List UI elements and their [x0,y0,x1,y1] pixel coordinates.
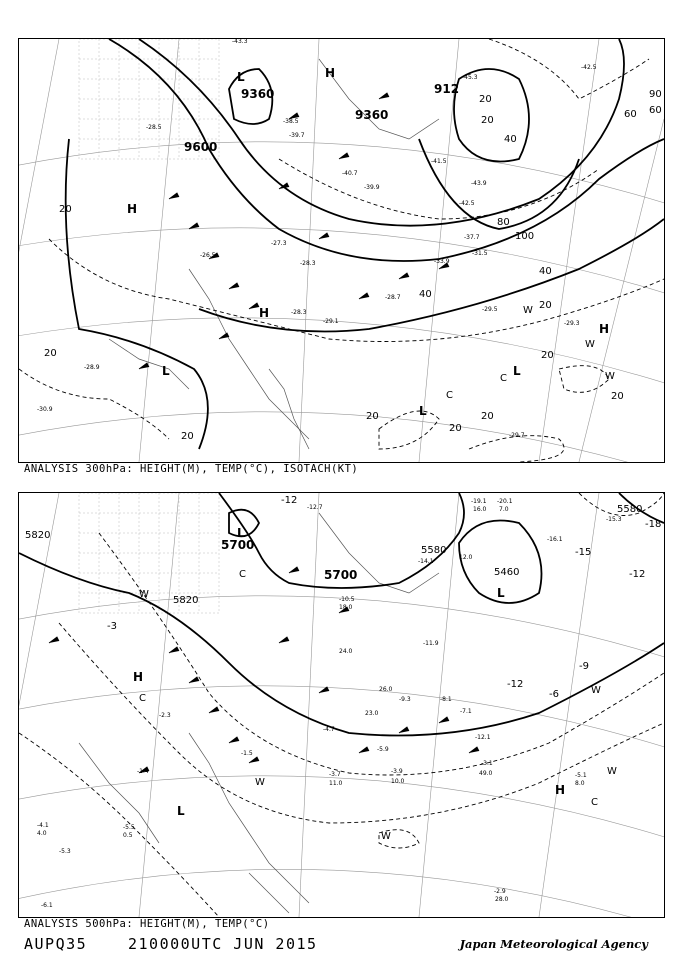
temp-label: -29.3 [564,320,580,327]
isotach-label: 40 [504,134,517,145]
station-value: 4.0 [37,830,47,837]
system-label: C [591,797,598,808]
system-label: C [139,693,146,704]
system-label: H [259,306,270,320]
height-label: 5700 [324,568,358,582]
temp-label: -27.3 [271,240,287,247]
system-label: L [177,804,185,818]
isotach-label: 20 [59,204,72,215]
system-label: W [381,831,391,842]
height-label: 5580 [617,504,643,515]
station-value: 18.0 [339,604,353,611]
system-label: W [607,766,617,777]
isotach-label: 20 [611,391,624,402]
temp-label: -11.9 [423,640,439,647]
isotach-label: 100 [515,231,535,242]
system-label: W [255,777,265,788]
system-label: W [139,589,149,600]
isotach-label: 20 [181,431,194,442]
temp-label: -29.7 [509,432,525,439]
temp-label: -4.1 [37,822,49,829]
temp-label: -7.1 [460,708,472,715]
temp-label: -12.1 [475,734,491,741]
temp-label: -5.5 [123,824,135,831]
temp-label: -2.9 [494,888,506,895]
temp-label: -12.7 [307,504,323,511]
system-label: H [599,322,610,336]
station-value: 0.5 [123,832,133,839]
isotach-label: 80 [497,217,510,228]
temp-label: -28.3 [291,309,307,316]
system-label: L [513,364,521,378]
height-contours [66,39,664,449]
temp-label: -1.4 [137,768,149,775]
system-label: H [133,670,144,684]
temp-contour-label: -18 [645,519,662,530]
temp-label: -3.1 [481,760,493,767]
temp-contour-label: -12 [281,495,298,506]
station-value: 49.0 [479,770,493,777]
station-value: 7.0 [499,506,509,513]
temp-label: -28.7 [385,294,401,301]
valid-time: 210000UTC JUN 2015 [128,935,318,953]
station-value: 24.0 [339,648,353,655]
isotach-contours [19,39,664,462]
system-label: W [585,339,595,350]
isotach-label: 20 [481,115,494,126]
graticule [19,39,664,462]
height-label: 9360 [355,108,389,122]
system-label: C [446,390,453,401]
height-label: 5700 [221,538,255,552]
system-label: L [237,70,245,84]
station-value: 8.0 [575,780,585,787]
temp-contour-label: -3 [107,621,117,632]
isotach-label: 60 [624,109,637,120]
temp-label: -29.1 [323,318,339,325]
system-label: W [591,685,601,696]
temp-label: -16.1 [547,536,563,543]
temp-label: -3.7 [329,771,341,778]
temp-contour-label: -15 [575,547,592,558]
temp-contour-label: -12 [507,679,524,690]
temp-label: -10.5 [339,596,355,603]
temp-label: -5.9 [377,746,389,753]
temp-label: -43.9 [471,180,487,187]
temp-label: -43.3 [232,39,248,45]
height-label: 9600 [184,140,218,154]
temp-label: -4.7 [323,726,335,733]
temp-label: -31.5 [472,250,488,257]
temp-label: -14.1 [418,558,434,565]
isotach-label: 40 [539,266,552,277]
system-label: C [239,569,246,580]
isotach-label: 20 [481,411,494,422]
temp-label: -42.5 [581,64,597,71]
station-value: 28.0 [495,896,509,903]
temp-contour-label: -6 [549,689,559,700]
temp-label: -29.5 [482,306,498,313]
system-label: W [605,371,615,382]
wind-barbs [49,567,479,773]
temp-label: -38.5 [283,118,299,125]
temp-label: -6.1 [41,902,53,909]
temp-label: -33.9 [434,258,450,265]
isotach-label: 20 [479,94,492,105]
isotach-label: 20 [44,348,57,359]
height-label: 5820 [25,530,51,541]
temp-label: -42.5 [459,200,475,207]
station-value: 12.0 [459,554,473,561]
system-label: L [419,404,427,418]
height-label: 9360 [241,87,275,101]
station-value: 10.0 [391,778,405,785]
temp-label: -28.3 [300,260,316,267]
isotach-label: 90 [649,89,662,100]
map-300hpa [18,38,665,463]
temp-label: -5.3 [59,848,71,855]
station-value: 26.0 [379,686,393,693]
system-label: H [325,66,336,80]
isotach-label: 60 [649,105,662,116]
temp-label: -20.1 [497,498,513,505]
system-label: H [555,783,566,797]
temp-label: -15.3 [606,516,622,523]
temp-label: -37.7 [464,234,480,241]
temp-contour-label: -12 [629,569,646,580]
isotach-label: 20 [449,423,462,434]
height-label: 912 [434,82,460,96]
temperature-contours [19,493,664,917]
temp-label: -28.9 [84,364,100,371]
temp-label: -19.1 [471,498,487,505]
height-label: 5580 [421,545,447,556]
map-500hpa [18,492,665,918]
temp-label: -2.3 [159,712,171,719]
temp-label: -39.7 [289,132,305,139]
isotach-label: 20 [366,411,379,422]
station-value: 11.0 [329,780,343,787]
temp-label: -30.9 [37,406,53,413]
isotach-label: 40 [419,289,432,300]
station-value: 16.0 [473,506,487,513]
temp-label: -28.5 [146,124,162,131]
temp-label: -45.3 [462,74,478,81]
height-label: 5820 [173,595,199,606]
temp-label: -8.1 [440,696,452,703]
height-label: 5460 [494,567,520,578]
map-300hpa-canvas [19,39,664,462]
map-500hpa-canvas [19,493,664,917]
temp-label: -5.1 [575,772,587,779]
system-label: L [162,364,170,378]
temp-label: -26.5 [200,252,216,259]
chart-code: AUPQ35 [24,935,88,953]
caption-500hpa: ANALYSIS 500hPa: HEIGHT(M), TEMP(°C) [24,918,270,930]
temp-label: -1.5 [241,750,253,757]
temp-label: -39.9 [364,184,380,191]
isotach-label: 20 [539,300,552,311]
temp-label: -3.9 [391,768,403,775]
temp-label: -40.7 [342,170,358,177]
station-value: 23.0 [365,710,379,717]
temp-contour-label: -9 [579,661,589,672]
graticule [19,493,664,917]
caption-300hpa: ANALYSIS 300hPa: HEIGHT(M), TEMP(°C), ISOTACH(KT) [24,463,359,475]
system-label: C [500,373,507,384]
system-label: L [497,586,505,600]
system-label: L [237,526,245,540]
isotach-label: 20 [541,350,554,361]
temp-label: -41.5 [431,158,447,165]
system-label: W [523,305,533,316]
temp-label: -9.3 [399,696,411,703]
height-contours [19,493,664,736]
system-label: H [127,202,138,216]
agency-credit: Japan Meteorological Agency [459,937,648,951]
